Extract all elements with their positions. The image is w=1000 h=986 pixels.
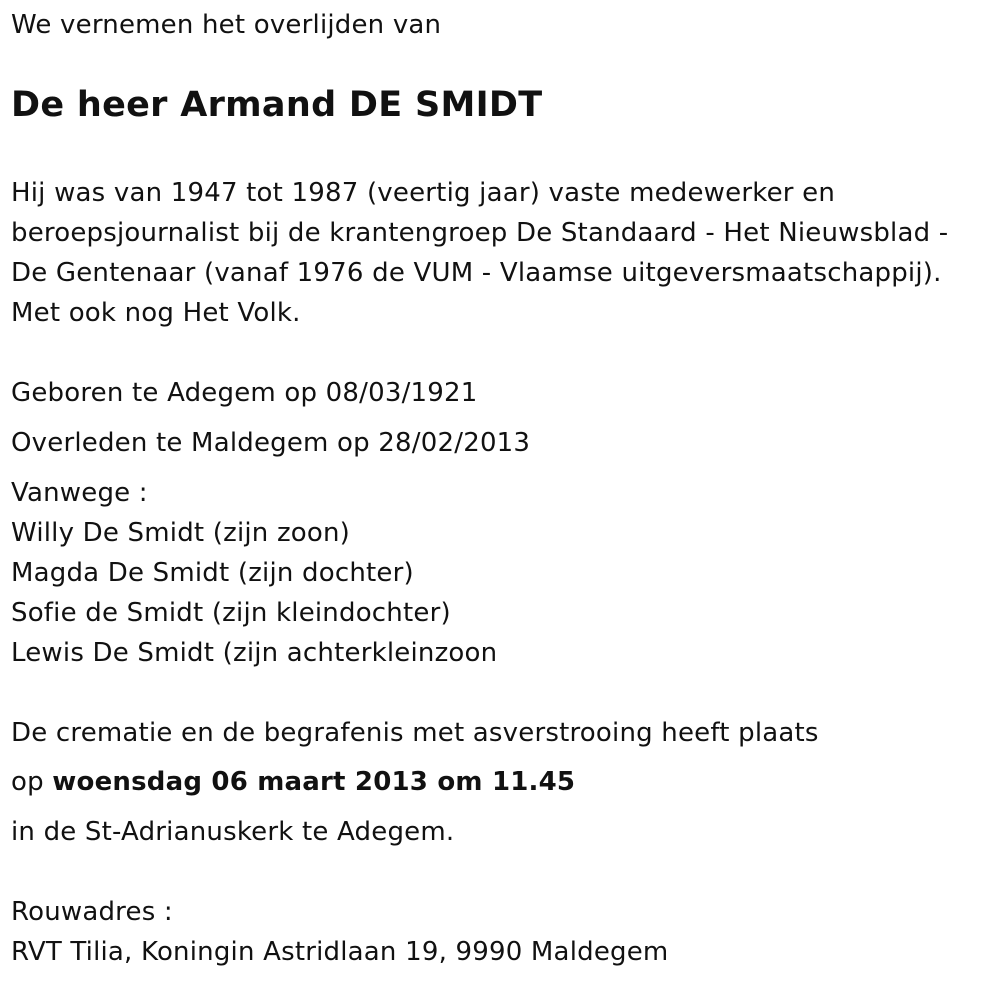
family-member: Lewis De Smidt (zijn achterkleinzoon [11, 638, 498, 668]
ceremony-datetime: woensdag 06 maart 2013 om 11.45 [52, 767, 576, 797]
birth-info: Geboren te Adegem op 08/03/1921 [11, 378, 478, 408]
death-info: Overleden te Maldegem op 28/02/2013 [11, 428, 531, 458]
bio-line-2: beroepsjournalist bij de krantengroep De Standaard - Het Nieuwsblad - [11, 218, 949, 248]
bio-line-4: Met ook nog Het Volk. [11, 298, 301, 328]
family-member: Magda De Smidt (zijn dochter) [11, 558, 414, 588]
deceased-name: De heer Armand DE SMIDT [11, 85, 543, 125]
mourning-address: RVT Tilia, Koningin Astridlaan 19, 9990 Maldegem [11, 937, 669, 967]
ceremony-line-2 [11, 762, 575, 802]
family-member: Willy De Smidt (zijn zoon) [11, 518, 351, 548]
family-heading: Vanwege : [11, 478, 148, 508]
ceremony-prefix: op [11, 767, 44, 797]
intro-text: We vernemen het overlijden van [11, 10, 442, 40]
family-member: Sofie de Smidt (zijn kleindochter) [11, 598, 451, 628]
ceremony-location: in de St-Adrianuskerk te Adegem. [11, 817, 455, 847]
bio-line-1: Hij was van 1947 tot 1987 (veertig jaar) vaste medewerker en [11, 178, 835, 208]
bio-line-3: De Gentenaar (vanaf 1976 de VUM - Vlaamse uitgeversmaatschappij). [11, 258, 942, 288]
address-heading: Rouwadres : [11, 897, 173, 927]
ceremony-line-1: De crematie en de begrafenis met asverstrooing heeft plaats [11, 718, 819, 748]
